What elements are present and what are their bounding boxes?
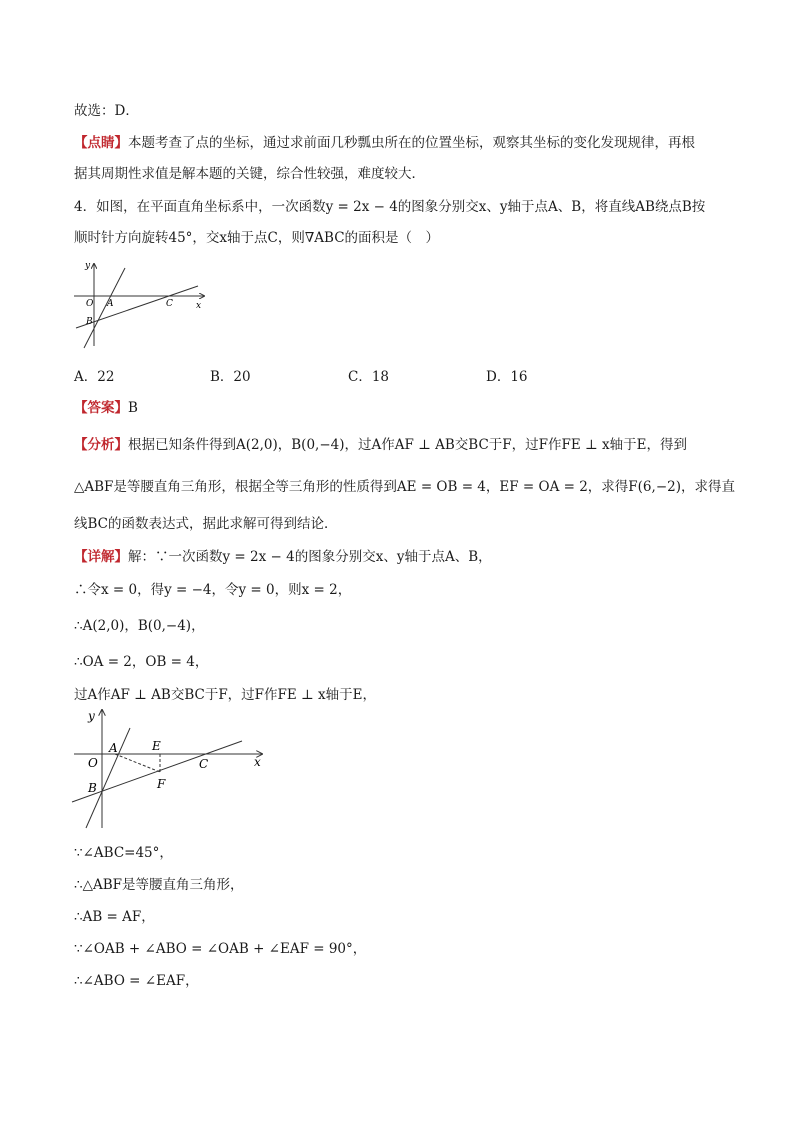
detail-line-3: ∴A(2,0)，B(0,−4)， — [74, 618, 205, 634]
analysis-line-2: △ABF是等腰直角三角形，根据全等三角形的性质得到AE = OB = 4，EF = OA = 2，求得F(6,−2)，求得直 — [74, 479, 735, 495]
step-5: ∴∠ABO = ∠EAF， — [74, 973, 199, 989]
segment-af — [115, 754, 160, 772]
detail-text-1: 解：∵一次函数y = 2x − 4的图象分别交x、y轴于点A、B， — [128, 549, 492, 565]
analysis-tag: 【分析】 — [74, 437, 128, 453]
label-y: y — [88, 709, 95, 723]
label-f: F — [157, 777, 166, 791]
question-line-1: 4．如图，在平面直角坐标系中，一次函数y = 2x − 4的图象分别交x、y轴于点A、B，将直线AB绕点B按 — [74, 199, 706, 215]
dianjing-line-1 — [74, 133, 695, 153]
answer-tag: 【答案】 — [74, 400, 128, 416]
choice-c: C．18 — [348, 369, 390, 385]
label-o: O — [88, 756, 98, 770]
label-c: C — [166, 299, 173, 309]
label-a: A — [107, 299, 114, 309]
question-line-2: 顺时针方向旋转45°，交x轴于点C，则∇ABC的面积是（ ） — [74, 230, 440, 246]
analysis-line-3: 线BC的函数表达式，据此求解可得到结论． — [74, 516, 338, 532]
answer-choice-line: 故选：D． — [74, 103, 139, 119]
detail-tag: 【详解】 — [74, 549, 128, 565]
choice-b: B．20 — [210, 369, 251, 385]
label-c: C — [199, 757, 209, 771]
dianjing-tag: 【点睛】 — [74, 135, 128, 151]
figure-1 — [70, 258, 210, 350]
label-b: B — [86, 317, 93, 327]
label-o: O — [86, 299, 94, 309]
label-b: B — [88, 781, 97, 795]
label-x: x — [254, 755, 261, 769]
label-y: y — [85, 261, 91, 271]
choice-a: A．22 — [74, 369, 115, 385]
step-3: ∴AB = AF， — [74, 909, 155, 925]
label-e: E — [152, 739, 161, 753]
step-2: ∴△ABF是等腰直角三角形， — [74, 877, 244, 893]
answer-line — [74, 398, 138, 418]
analysis-line-1 — [74, 435, 687, 455]
detail-line-1 — [74, 547, 492, 567]
label-x: x — [196, 301, 202, 311]
step-1: ∵∠ABC=45°， — [74, 845, 173, 861]
analysis-text-1: 根据已知条件得到A(2,0)，B(0,−4)，过A作AF ⊥ AB交BC于F，过F作FE ⊥ x轴于E，得到 — [128, 437, 688, 453]
detail-line-4: ∴OA = 2，OB = 4， — [74, 654, 209, 670]
choice-d: D．16 — [486, 369, 528, 385]
line-ab — [86, 728, 130, 828]
detail-line-5: 过A作AF ⊥ AB交BC于F，过F作FE ⊥ x轴于E， — [74, 687, 377, 703]
answer-value: B — [128, 400, 138, 416]
dianjing-text-1: 本题考查了点的坐标，通过求前面几秒瓢虫所在的位置坐标，观察其坐标的变化发现规律，再根 — [128, 135, 695, 151]
step-4: ∵∠OAB + ∠ABO = ∠OAB + ∠EAF = 90°， — [74, 941, 367, 957]
figure-2 — [68, 706, 268, 831]
detail-line-2: ∴令x = 0，得y = −4，令y = 0，则x = 2， — [74, 582, 352, 598]
dianjing-line-2: 据其周期性求值是解本题的关键，综合性较强，难度较大． — [74, 166, 425, 182]
label-a: A — [109, 741, 118, 755]
